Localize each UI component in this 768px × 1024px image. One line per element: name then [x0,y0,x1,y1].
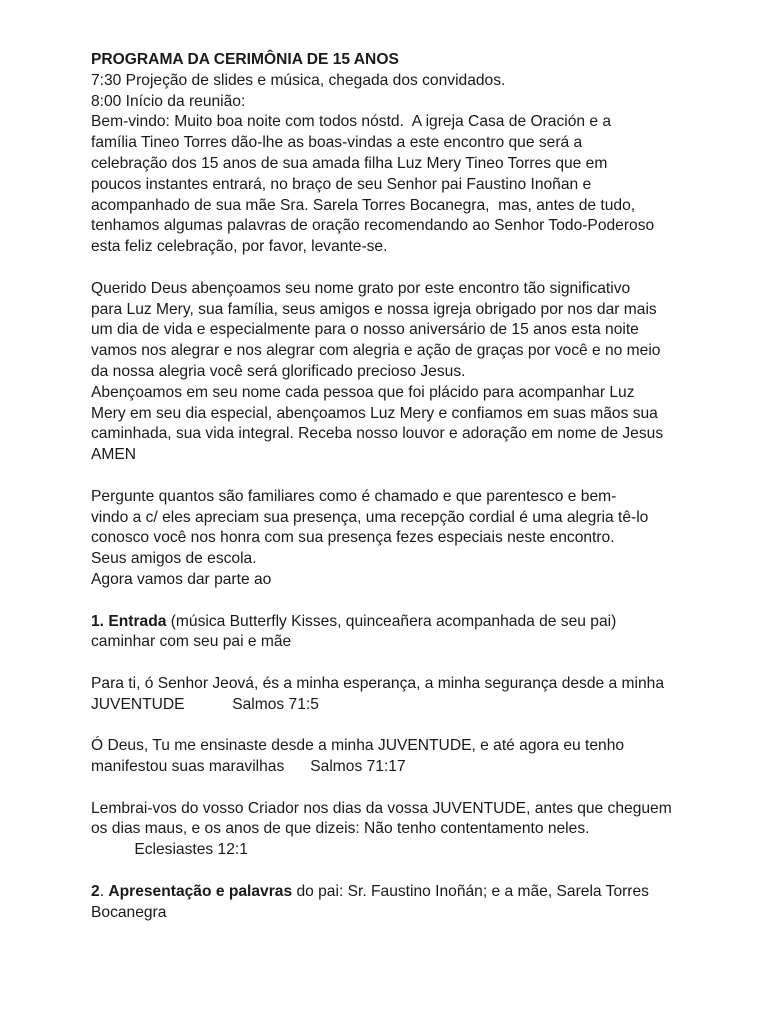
item-heading-line [91,612,708,633]
text-line: 8:00 Início da reunião: [91,92,246,110]
spacer [91,258,708,279]
family-paragraph [91,487,708,591]
prayer-paragraph [91,279,708,466]
text-line: para Luz Mery, sua família, seus amigos e nossa igreja obrigado por nos dar mais [91,300,657,318]
spacer [91,716,708,737]
spacer [91,466,708,487]
verse-line: os dias maus, e os anos de que dizeis: Não tenho contentamento neles. [91,820,590,838]
text-line: vamos nos alegrar e nos alegrar com alegria e ação de graças por você e no meio [91,342,661,360]
text-line: Agora vamos dar parte ao [91,570,272,588]
verse-reference: Eclesiastes 12:1 [91,841,248,859]
item-description: (música Butterfly Kisses, quinceañera acompanhada de seu pai) [166,612,617,630]
verse-line: Ó Deus, Tu me ensinaste desde a minha JUVENTUDE, e até agora eu tenho [91,737,625,755]
verse-line: Para ti, ó Senhor Jeová, és a minha esperança, a minha segurança desde a minha [91,674,664,692]
text-line: um dia de vida e especialmente para o nosso aniversário de 15 anos esta noite [91,321,639,339]
item-heading: Apresentação e palavras [108,882,293,900]
text-line: Abençoamos em seu nome cada pessoa que foi plácido para acompanhar Luz [91,383,635,401]
text-line: caminhada, sua vida integral. Receba nosso louvor e adoração em nome de Jesus [91,425,664,443]
program-item-2 [91,882,708,924]
item-number: 2 [91,882,100,900]
text-line: esta feliz celebração, por favor, levante-se. [91,238,388,256]
text-line: caminhar com seu pai e mãe [91,633,292,651]
text-line: Bocanegra [91,903,167,921]
text-line: Pergunte quantos são familiares como é chamado e que parentesco e bem- [91,487,617,505]
verse-line: manifestou suas maravilhas Salmos 71:17 [91,758,406,776]
text-line: acompanhado de sua mãe Sra. Sarela Torres Bocanegra, mas, antes de tudo, [91,196,636,214]
item-heading: Entrada [104,612,167,630]
text-line: Mery em seu dia especial, abençoamos Luz Mery e confiamos em suas mãos sua [91,404,658,422]
item-heading-line [91,882,708,903]
text-line: AMEN [91,446,137,464]
spacer [91,653,708,674]
item-number: 1. [91,612,105,630]
text-line: Seus amigos de escola. [91,550,257,568]
text-line: Querido Deus abençoamos seu nome grato por este encontro tão significativo [91,279,631,297]
spacer [91,861,708,882]
text-line: conosco você nos honra com sua presença fezes especiais neste encontro. [91,529,615,547]
verse-block-1 [91,674,708,716]
intro-paragraph [91,71,708,258]
text-line: da nossa alegria você será glorificado precioso Jesus. [91,362,466,380]
item-separator: . [99,882,109,900]
verse-line: Lembrai-vos do vosso Criador nos dias da vossa JUVENTUDE, antes que cheguem [91,799,672,817]
verse-line: JUVENTUDE Salmos 71:5 [91,695,319,713]
text-line: celebração dos 15 anos de sua amada filha Luz Mery Tineo Torres que em [91,154,608,172]
text-line: poucos instantes entrará, no braço de seu Senhor pai Faustino Inoñan e [91,175,592,193]
text-line: 7:30 Projeção de slides e música, chegada dos convidados. [91,71,506,89]
program-item-1 [91,612,708,654]
text-line: família Tineo Torres dão-lhe as boas-vindas a este encontro que será a [91,134,583,152]
text-line: tenhamos algumas palavras de oração recomendando ao Senhor Todo-Poderoso [91,217,655,235]
text-line: vindo a c/ eles apreciam sua presença, uma recepção cordial é uma alegria tê-lo [91,508,649,526]
verse-block-2 [91,736,708,778]
text-line: Bem-vindo: Muito boa noite com todos nóstd. A igreja Casa de Oración e a [91,113,612,131]
spacer [91,778,708,799]
verse-block-3 [91,799,708,861]
spacer [91,591,708,612]
item-description: do pai: Sr. Faustino Inoñán; e a mãe, Sarela Torres [292,882,649,900]
document-title: PROGRAMA DA CERIMÔNIA DE 15 ANOS [91,51,399,68]
